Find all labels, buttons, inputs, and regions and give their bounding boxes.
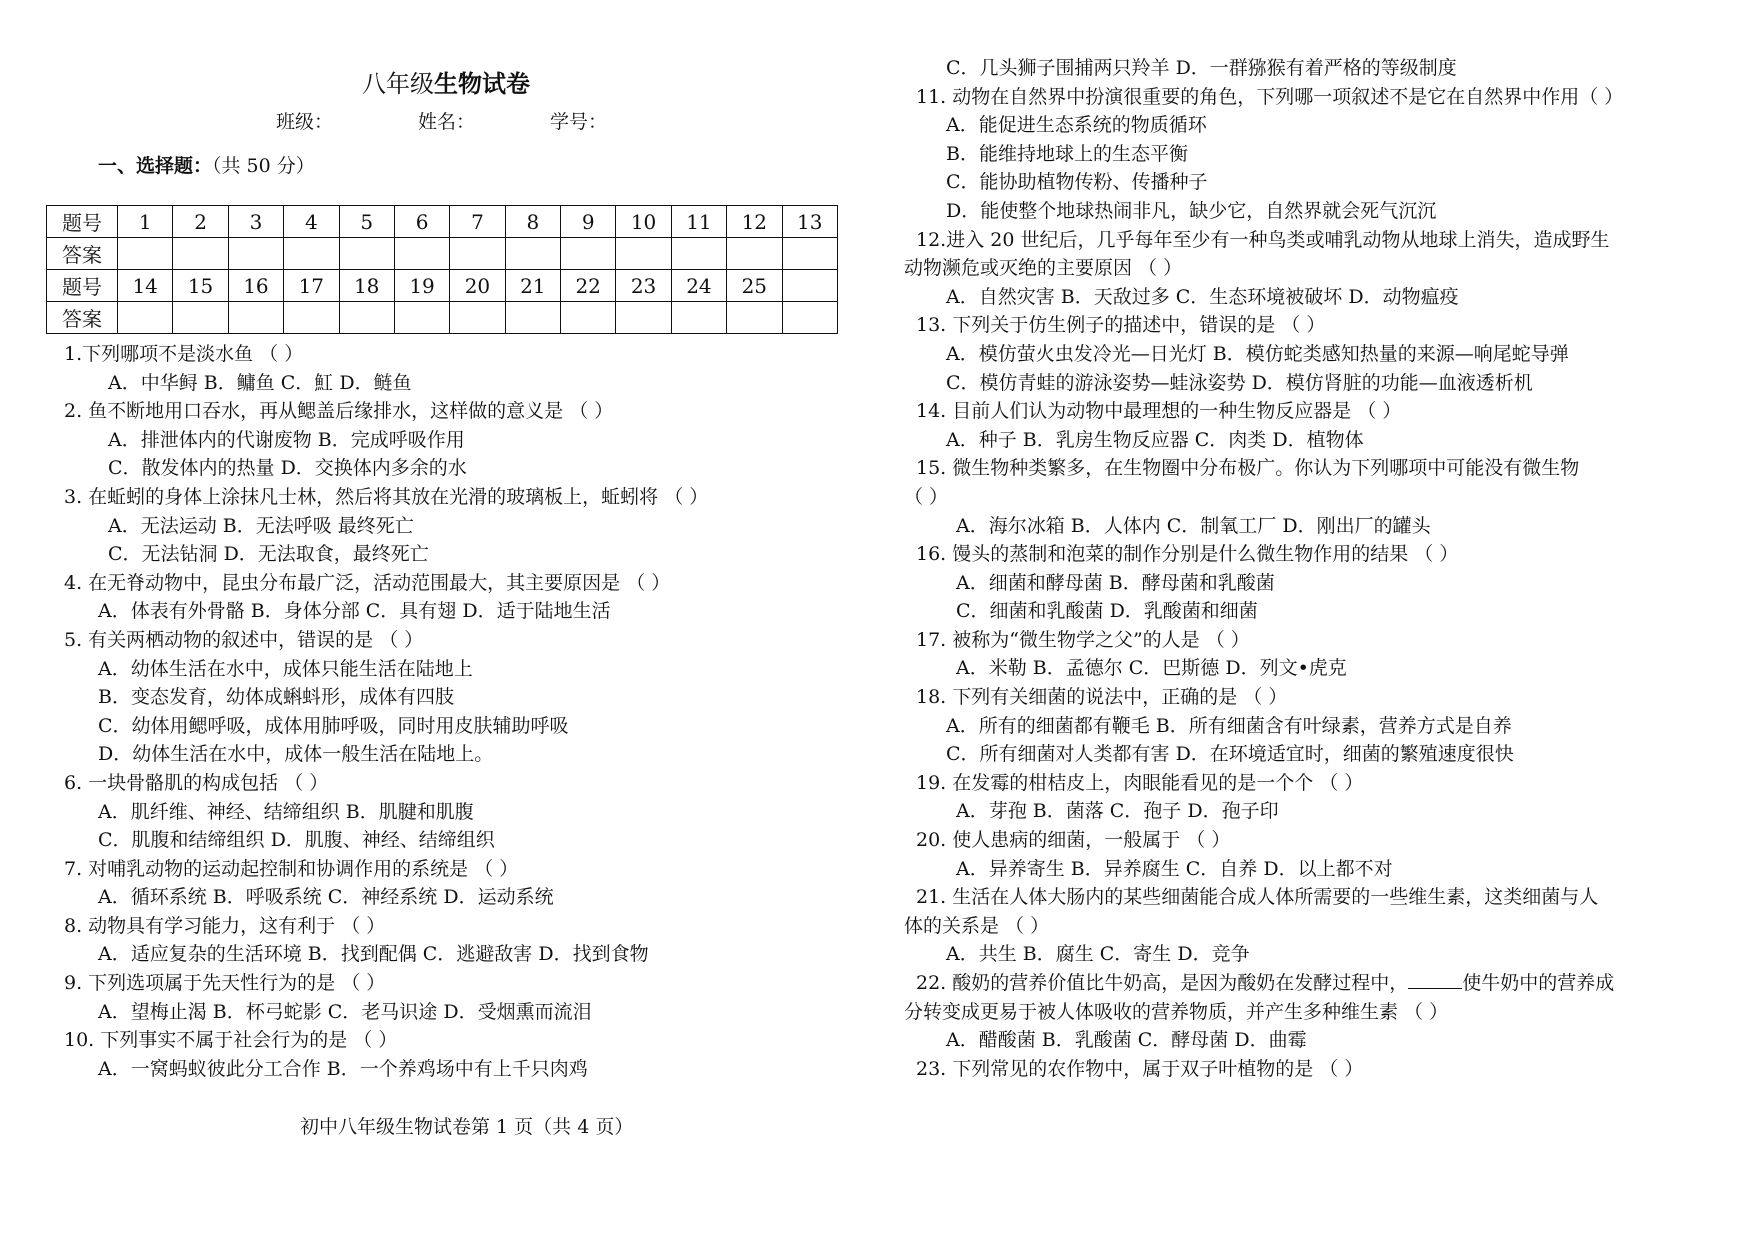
answer-cell[interactable] <box>339 302 394 334</box>
answer-options: D．能使整个地球热闹非凡，缺少它，自然界就会死气沉沉 <box>946 199 1437 222</box>
left-question-list <box>46 340 846 1083</box>
table-label: 答案 <box>47 302 118 334</box>
table-row-answers-1 <box>47 238 838 270</box>
answer-options: A．种子 B．乳房生物反应器 C．肉类 D．植物体 <box>946 428 1364 451</box>
answer-cell[interactable] <box>173 238 228 270</box>
table-cell: 6 <box>394 206 449 238</box>
answer-cell[interactable] <box>505 302 560 334</box>
answer-options: A．芽孢 B．菌落 C．孢子 D．孢子印 <box>956 800 1279 823</box>
question-stem: 8. 动物具有学习能力，这有利于 （ ） <box>64 914 386 937</box>
answer-cell[interactable] <box>394 302 449 334</box>
answer-cell[interactable] <box>671 238 726 270</box>
question-stem: 10. 下列事实不属于社会行为的是 （ ） <box>64 1029 398 1052</box>
student-info <box>46 107 846 135</box>
question-stem: 1.下列哪项不是淡水鱼 （ ） <box>64 343 304 365</box>
answer-cell[interactable] <box>505 238 560 270</box>
table-cell: 11 <box>671 206 726 238</box>
table-cell: 4 <box>284 206 339 238</box>
answer-options: A．循环系统 B．呼吸系统 C．神经系统 D．运动系统 <box>98 886 554 909</box>
table-cell: 3 <box>228 206 283 238</box>
answer-options: A．望梅止渴 B．杯弓蛇影 C．老马识途 D．受烟熏而流泪 <box>98 1000 592 1023</box>
table-label: 题号 <box>47 206 118 238</box>
table-row-numbers-1 <box>47 206 838 238</box>
answer-options: C．几头狮子围捕两只羚羊 D．一群猕猴有着严格的等级制度 <box>946 57 1457 79</box>
question-stem: 21. 生活在人体大肠内的某些细菌能合成人体所需要的一些维生素，这类细菌与人 <box>916 886 1599 909</box>
name-field[interactable]: 姓名： <box>418 111 476 133</box>
left-column <box>46 58 846 1083</box>
answer-options: A．所有的细菌都有鞭毛 B．所有细菌含有叶绿素，营养方式是自养 <box>946 714 1512 737</box>
table-cell: 20 <box>450 270 505 302</box>
table-cell: 17 <box>284 270 339 302</box>
answer-options: A．醋酸菌 B．乳酸菌 C．酵母菌 D．曲霉 <box>946 1029 1307 1052</box>
answer-options: C．幼体用鳃呼吸，成体用肺呼吸，同时用皮肤辅助呼吸 <box>98 714 569 737</box>
answer-options: C．模仿青蛙的游泳姿势—蛙泳姿势 D．模仿肾脏的功能—血液透析机 <box>946 371 1533 394</box>
answer-options: A．共生 B．腐生 C．寄生 D．竞争 <box>946 943 1250 966</box>
table-cell: 2 <box>173 206 228 238</box>
answer-cell[interactable] <box>284 302 339 334</box>
table-cell: 13 <box>782 206 838 238</box>
table-cell: 25 <box>727 270 782 302</box>
answer-cell[interactable] <box>671 302 726 334</box>
question-stem: 12.进入 20 世纪后，几乎每年至少有一种鸟类或哺乳动物从地球上消失，造成野生 <box>916 228 1610 251</box>
answer-options: C．肌腹和结缔组织 D．肌腹、神经、结缔组织 <box>98 829 495 852</box>
answer-cell[interactable] <box>118 302 173 334</box>
question-stem: 2. 鱼不断地用口吞水，再从鳃盖后缘排水，这样做的意义是 （ ） <box>64 400 614 423</box>
table-cell: 10 <box>616 206 671 238</box>
table-label: 题号 <box>47 270 118 302</box>
answer-cell[interactable] <box>616 238 671 270</box>
question-continuation: 分转变成更易于被人体吸收的营养物质，并产生多种维生素 （ ） <box>904 1000 1449 1023</box>
answer-options: A．幼体生活在水中，成体只能生活在陆地上 <box>98 657 473 680</box>
answer-options: C．能协助植物传粉、传播种子 <box>946 171 1208 194</box>
question-stem: 17. 被称为“微生物学之父”的人是 （ ） <box>916 628 1250 651</box>
question-stem: 13. 下列关于仿生例子的描述中，错误的是 （ ） <box>916 314 1326 337</box>
table-row-numbers-2 <box>47 270 838 302</box>
answer-options: B．变态发育，幼体成蝌蚪形，成体有四肢 <box>98 686 454 709</box>
question-stem: 3. 在蚯蚓的身体上涂抹凡士林，然后将其放在光滑的玻璃板上，蚯蚓将 （ ） <box>64 485 709 508</box>
section-title: 一、选择题： <box>98 155 213 177</box>
question-stem: 16. 馒头的蒸制和泡菜的制作分别是什么微生物作用的结果 （ ） <box>916 543 1459 566</box>
page-footer: 初中八年级生物试卷第 1 页（共 4 页） <box>300 1116 634 1138</box>
answer-options: A．模仿萤火虫发冷光—日光灯 B．模仿蛇类感知热量的来源—响尾蛇导弹 <box>946 342 1569 365</box>
answer-options: C．所有细菌对人类都有害 D．在环境适宜时，细菌的繁殖速度很快 <box>946 743 1514 766</box>
question-continuation: 动物濒危或灭绝的主要原因 （ ） <box>904 257 1183 280</box>
answer-cell[interactable] <box>616 302 671 334</box>
table-cell: 7 <box>450 206 505 238</box>
question-text: 使牛奶中的营养成 <box>1462 972 1615 994</box>
title-subject: 生物试卷 <box>434 69 530 98</box>
section-heading <box>46 151 846 179</box>
table-cell: 24 <box>671 270 726 302</box>
right-question-list <box>904 54 1714 1083</box>
answer-cell[interactable] <box>339 238 394 270</box>
question-stem: 23. 下列常见的农作物中，属于双子叶植物的是 （ ） <box>916 1057 1364 1080</box>
answer-options: A．肌纤维、神经、结缔组织 B．肌腱和肌腹 <box>98 800 474 823</box>
answer-cell[interactable] <box>782 238 838 270</box>
answer-options: A．中华鲟 B．鳙鱼 C．魟 D．鲢鱼 <box>108 371 412 394</box>
question-stem: 14. 目前人们认为动物中最理想的一种生物反应器是 （ ） <box>916 400 1402 423</box>
answer-options: A．排泄体内的代谢废物 B．完成呼吸作用 <box>108 428 465 451</box>
answer-cell[interactable] <box>173 302 228 334</box>
answer-cell[interactable] <box>118 238 173 270</box>
answer-options: A．无法运动 B．无法呼吸 最终死亡 <box>108 514 414 537</box>
answer-cell[interactable] <box>561 238 616 270</box>
table-cell: 12 <box>727 206 782 238</box>
table-cell: 18 <box>339 270 394 302</box>
question-continuation: 体的关系是 （ ） <box>904 914 1050 937</box>
answer-cell[interactable] <box>228 302 283 334</box>
fill-in-blank[interactable] <box>1408 970 1462 989</box>
answer-options: A．体表有外骨骼 B．身体分部 C．具有翅 D．适于陆地生活 <box>98 600 611 623</box>
table-cell: 22 <box>561 270 616 302</box>
table-cell: 16 <box>228 270 283 302</box>
question-stem: 6. 一块骨骼肌的构成包括 （ ） <box>64 771 329 794</box>
question-stem: 4. 在无脊动物中，昆虫分布最广泛，活动范围最大，其主要原因是 （ ） <box>64 571 671 594</box>
table-cell: 15 <box>173 270 228 302</box>
table-cell: 1 <box>118 206 173 238</box>
class-field[interactable]: 班级： <box>276 111 334 133</box>
answer-options: D．幼体生活在水中，成体一般生活在陆地上。 <box>98 743 494 766</box>
question-continuation: （ ） <box>904 485 949 508</box>
answer-cell[interactable] <box>228 238 283 270</box>
question-stem: 15. 微生物种类繁多，在生物圈中分布极广。你认为下列哪项中可能没有微生物 <box>916 457 1580 480</box>
answer-cell[interactable] <box>284 238 339 270</box>
question-stem: 18. 下列有关细菌的说法中，正确的是 （ ） <box>916 686 1288 709</box>
table-cell: 23 <box>616 270 671 302</box>
question-stem: 7. 对哺乳动物的运动起控制和协调作用的系统是 （ ） <box>64 857 519 880</box>
answer-options: C．散发体内的热量 D．交换体内多余的水 <box>108 457 467 480</box>
answer-cell[interactable] <box>782 302 838 334</box>
table-cell: 21 <box>505 270 560 302</box>
question-stem: 19. 在发霉的柑桔皮上，肉眼能看见的是一个个 （ ） <box>916 771 1364 794</box>
page-title <box>46 64 846 99</box>
section-points: （共 50 分） <box>212 155 315 177</box>
answer-cell[interactable] <box>450 302 505 334</box>
answer-options: B．能维持地球上的生态平衡 <box>946 142 1188 165</box>
answer-cell[interactable] <box>561 302 616 334</box>
answer-options: A．适应复杂的生活环境 B．找到配偶 C．逃避敌害 D．找到食物 <box>98 943 649 966</box>
table-cell: 19 <box>394 270 449 302</box>
answer-options: A．米勒 B．孟德尔 C．巴斯德 D．列文•虎克 <box>956 657 1347 680</box>
right-column <box>904 54 1714 1083</box>
answer-cell[interactable] <box>394 238 449 270</box>
table-cell: 9 <box>561 206 616 238</box>
answer-table <box>46 205 838 334</box>
answer-options: A．海尔冰箱 B．人体内 C．制氧工厂 D．刚出厂的罐头 <box>956 514 1431 537</box>
answer-options: C．无法钻洞 D．无法取食，最终死亡 <box>108 543 429 566</box>
answer-cell[interactable] <box>727 302 782 334</box>
table-label: 答案 <box>47 238 118 270</box>
table-cell: 8 <box>505 206 560 238</box>
answer-options: C．细菌和乳酸菌 D．乳酸菌和细菌 <box>956 600 1258 623</box>
title-grade: 八年级 <box>362 70 434 98</box>
question-stem: 11. 动物在自然界中扮演很重要的角色，下列哪一项叙述不是它在自然界中作用（ ） <box>916 85 1624 108</box>
question-stem: 5. 有关两栖动物的叙述中，错误的是 （ ） <box>64 628 424 651</box>
question-stem <box>904 969 1714 998</box>
question-text: 22. 酸奶的营养价值比牛奶高，是因为酸奶在发酵过程中， <box>916 972 1409 994</box>
answer-options: A．能促进生态系统的物质循环 <box>946 114 1207 137</box>
question-stem: 9. 下列选项属于先天性行为的是 （ ） <box>64 972 386 995</box>
table-cell <box>782 270 838 302</box>
answer-cell[interactable] <box>450 238 505 270</box>
answer-options: A．一窝蚂蚁彼此分工合作 B．一个养鸡场中有上千只肉鸡 <box>98 1057 588 1080</box>
table-cell: 14 <box>118 270 173 302</box>
answer-options: A．细菌和酵母菌 B．酵母菌和乳酸菌 <box>956 571 1275 594</box>
answer-cell[interactable] <box>727 238 782 270</box>
student-number-field[interactable]: 学号： <box>550 111 608 133</box>
question-stem: 20. 使人患病的细菌，一般属于 （ ） <box>916 829 1231 852</box>
table-cell: 5 <box>339 206 394 238</box>
table-row-answers-2 <box>47 302 838 334</box>
answer-options: A．异养寄生 B．异养腐生 C．自养 D．以上都不对 <box>956 857 1393 880</box>
answer-options: A．自然灾害 B．天敌过多 C．生态环境被破坏 D．动物瘟疫 <box>946 285 1459 308</box>
